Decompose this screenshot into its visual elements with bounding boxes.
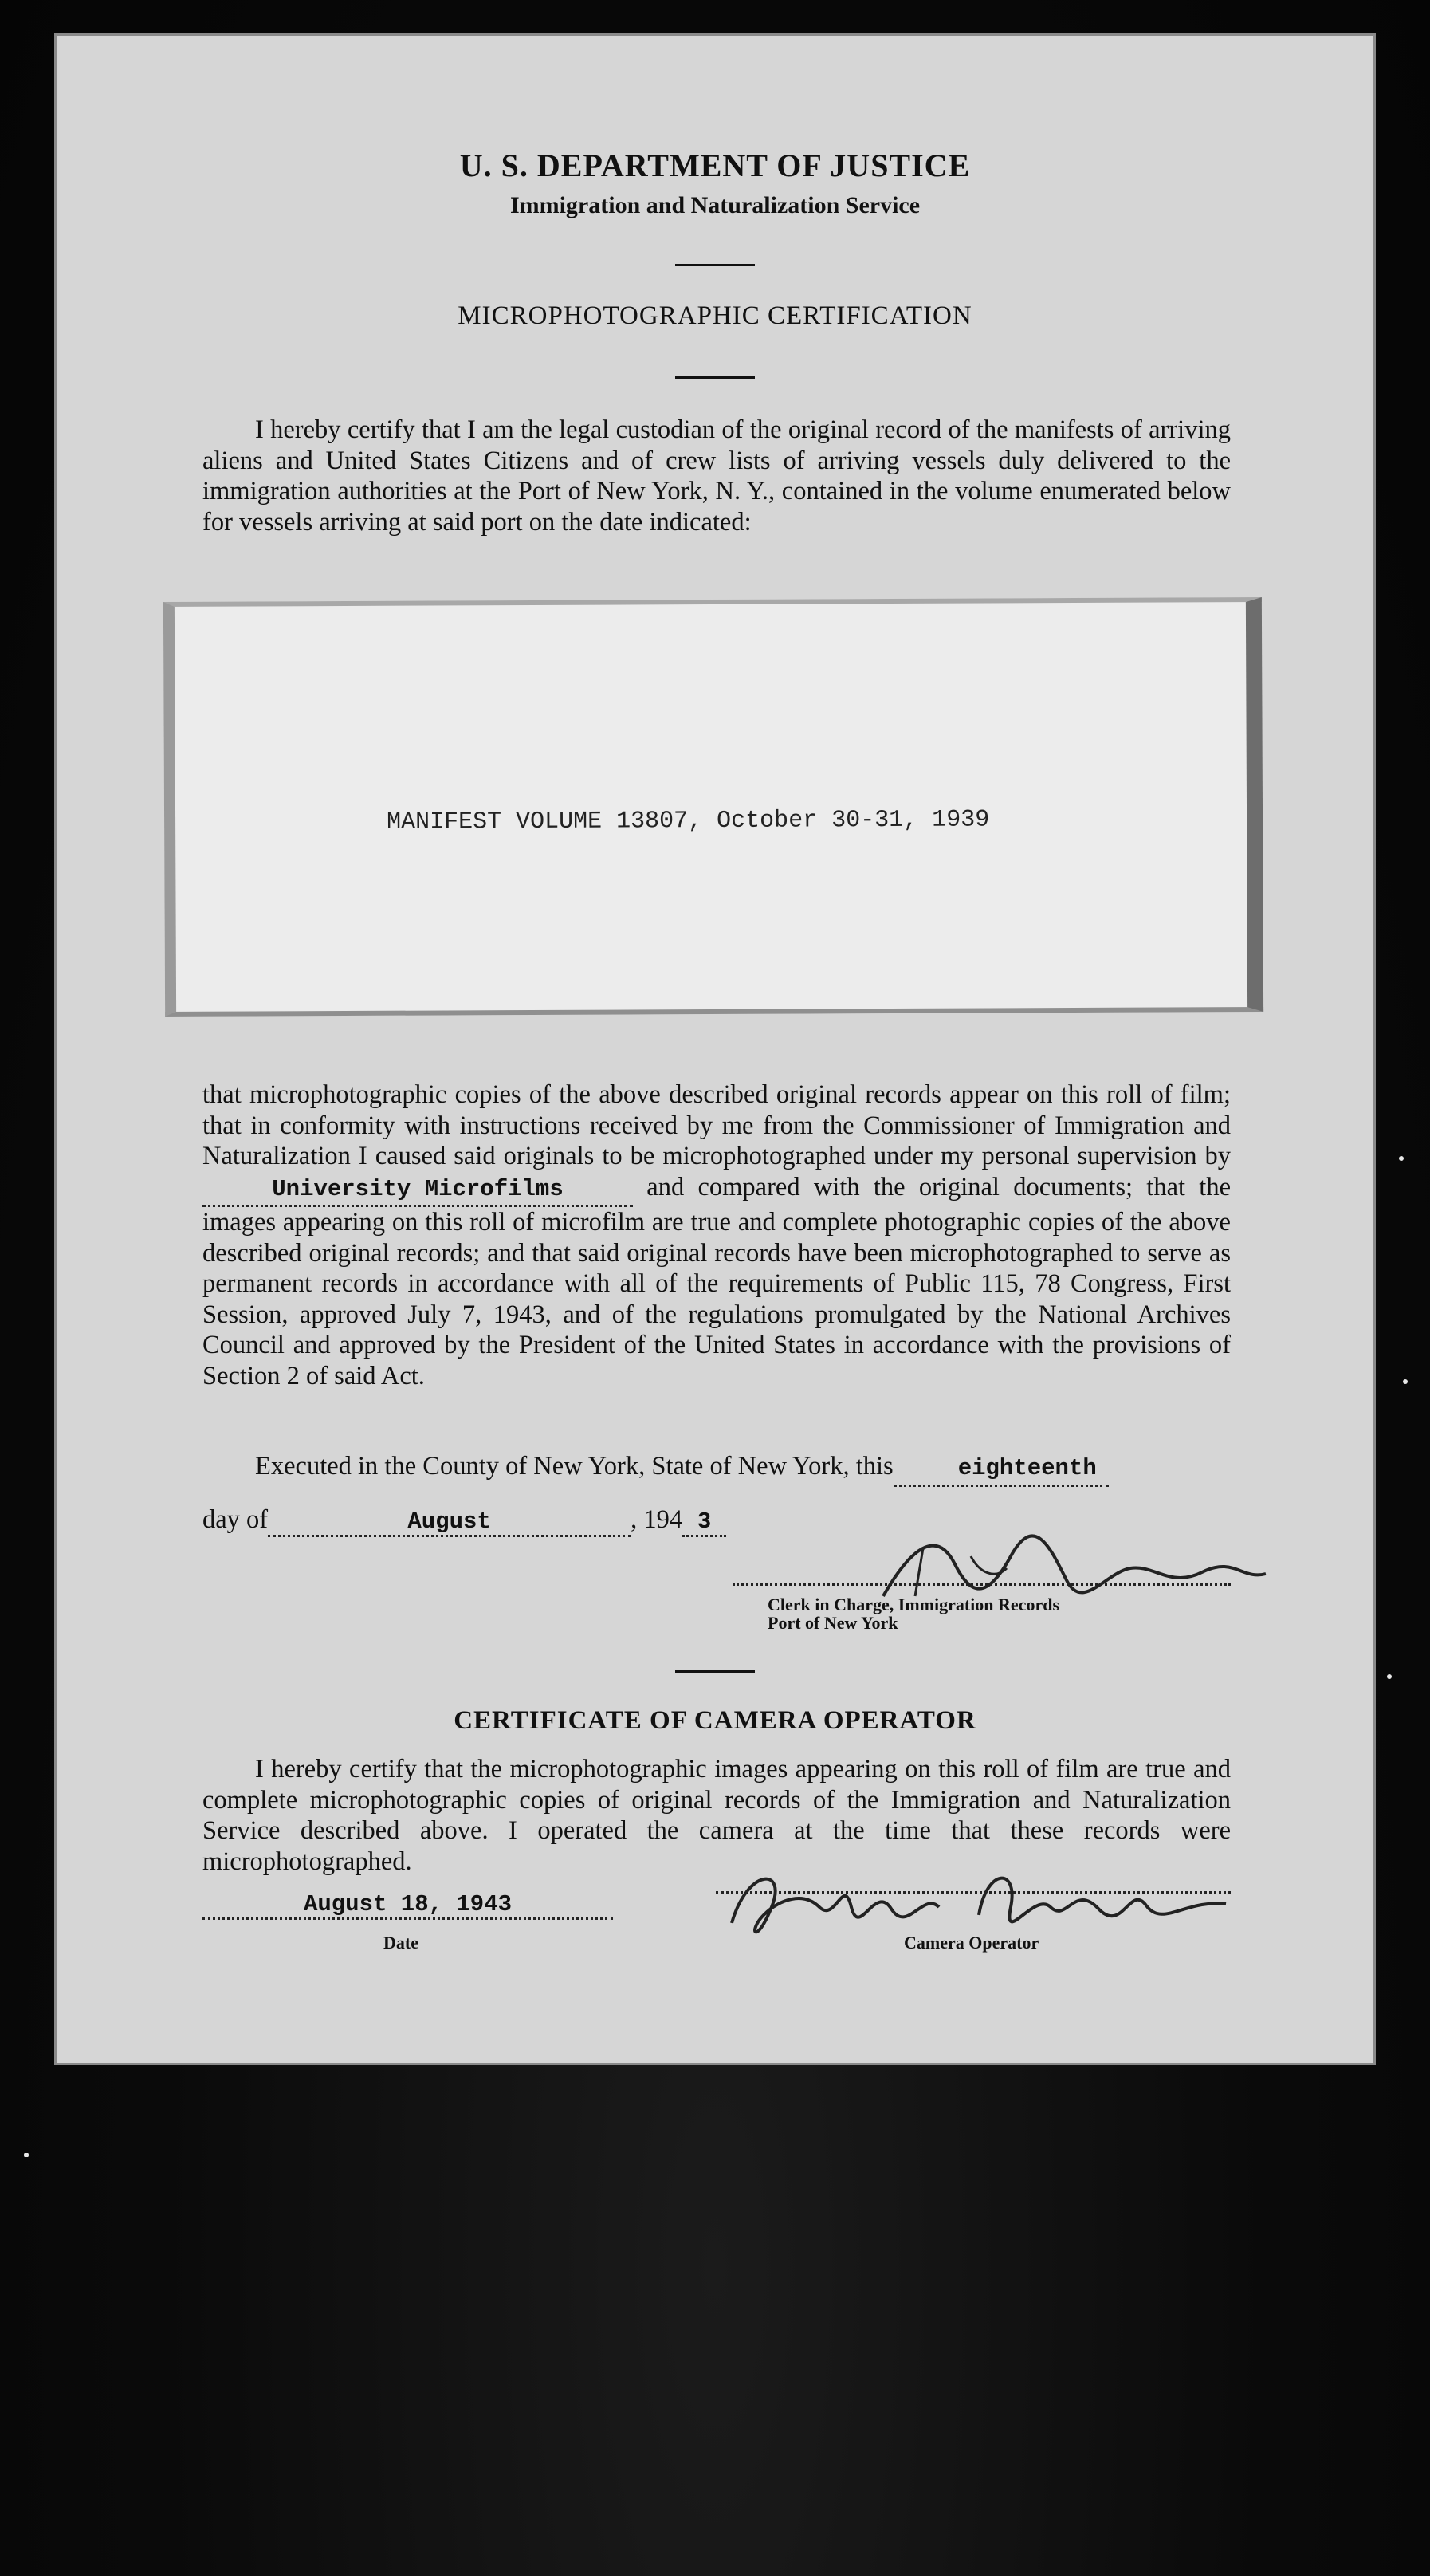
- clerk-title: Clerk in Charge, Immigration Records: [768, 1595, 1060, 1614]
- service-subheading: Immigration and Naturalization Service: [509, 192, 921, 218]
- month-field: August: [407, 1508, 491, 1535]
- camera-operator-label: Camera Operator: [904, 1933, 1039, 1953]
- executed-text: Executed in the County of New York, State of New York, this: [255, 1452, 894, 1481]
- film-speck: [1403, 1379, 1408, 1384]
- clerk-port: Port of New York: [768, 1613, 898, 1633]
- year-digit-field: 3: [697, 1508, 712, 1535]
- divider: [675, 376, 755, 379]
- divider: [675, 264, 755, 266]
- day-of-line: [202, 1505, 726, 1537]
- body-text-part2: and compared with the original documents; that the images appearing on this roll of microfilm are true and complete photographic copies of the above described original records; and that said original records have been microphotographed to serve as permanent records in accordance with all of the requirements of Public 115, 78 Congress, First Session, approved July 7, 1943, and of the regulations promulgated by the National Archives Council and approved by the President of the United States in accordance with the provisions of Section 2 of said Act.: [202, 1172, 1231, 1390]
- department-heading: U. S. DEPARTMENT OF JUSTICE: [459, 147, 971, 183]
- film-speck: [24, 2153, 29, 2157]
- clerk-signature-line: [733, 1583, 1231, 1586]
- day-of-label: day of: [202, 1505, 269, 1534]
- film-speck: [1399, 1156, 1404, 1161]
- intro-paragraph: I hereby certify that I am the legal custodian of the original record of the manifests of arriving aliens and United States Citizens and of crew lists of arriving vessels duly delivered to the immigration authorities at the Port of New York, N. Y., contained in the volume enumerated below for vessels arriving at said port on the date indicated:: [202, 415, 1231, 537]
- day-field: eighteenth: [957, 1455, 1097, 1481]
- operator-company-field: University Microfilms: [272, 1175, 564, 1202]
- certification-body: [202, 1080, 1231, 1391]
- body-text-part1: that microphotographic copies of the above described original records appear on this roll of film; that in conformity with instructions received by me from the Commissioner of Immigration and Naturalization I caused said originals to be microphotographed under my personal supervision by: [202, 1080, 1231, 1170]
- date-field: August 18, 1943: [303, 1891, 513, 1917]
- date-label: Date: [383, 1933, 418, 1953]
- film-speck: [1387, 1674, 1392, 1679]
- certificate-page: [54, 33, 1376, 2065]
- camera-certificate-title: CERTIFICATE OF CAMERA OPERATOR: [454, 1706, 976, 1735]
- camera-certificate-text: I hereby certify that the microphotographic images appearing on this roll of film are true and complete microphotographic copies of original records of the Immigration and Naturalization Service described above. I operated the camera at the time that these records were microphotographed.: [202, 1755, 1231, 1876]
- camera-operator-signature: [716, 1859, 1242, 1939]
- manifest-volume-card: [163, 597, 1263, 1017]
- camera-operator-line: [716, 1891, 1231, 1894]
- certification-title: MICROPHOTOGRAPHIC CERTIFICATION: [458, 301, 972, 330]
- manifest-volume-text: MANIFEST VOLUME 13807, October 30-31, 1939: [387, 806, 990, 836]
- date-line: [202, 1891, 613, 1920]
- executed-line: [202, 1451, 1231, 1487]
- year-prefix: , 194: [631, 1505, 683, 1534]
- divider: [675, 1670, 755, 1673]
